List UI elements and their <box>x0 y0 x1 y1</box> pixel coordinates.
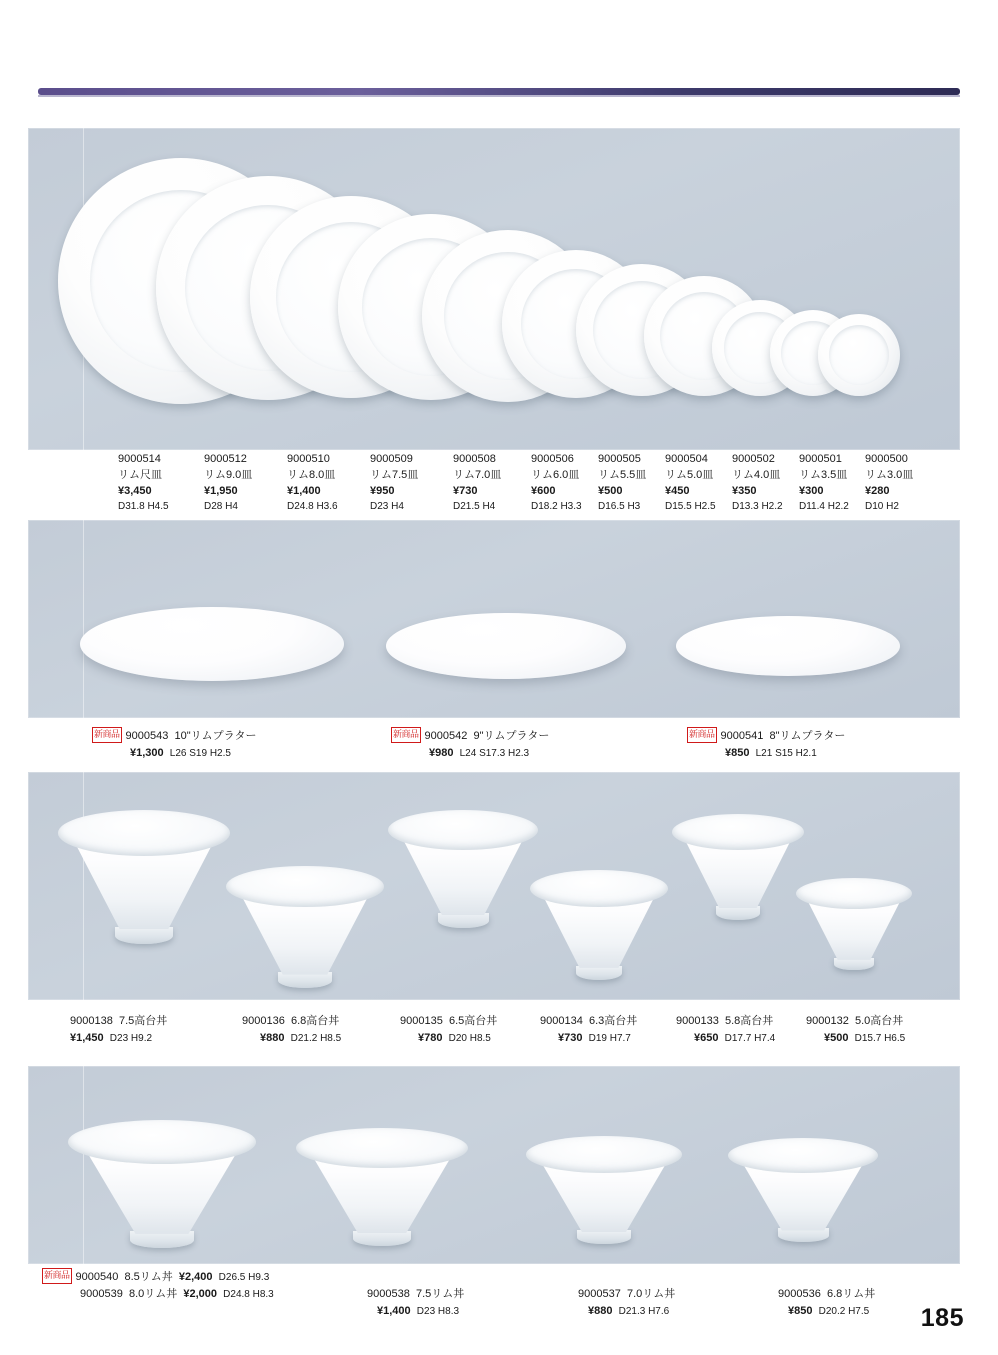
header-rule <box>38 88 960 95</box>
new-badge: 新商品 <box>42 1268 72 1284</box>
product-image-platter-2 <box>386 613 626 679</box>
product-caption: 9000512 リム9.0皿 ¥1,950 D28 H4 <box>204 453 253 512</box>
photo-panel-rim-don <box>28 1066 960 1264</box>
page-number: 185 <box>920 1304 964 1332</box>
product-caption: 9000133 5.8高台丼 ¥650 D17.7 H7.4 <box>676 1015 776 1044</box>
photo-panel-kodai-don <box>28 772 960 1000</box>
product-caption: 新商品 9000543 10"リムプラター ¥1,300 L26 S19 H2.5 <box>94 729 257 759</box>
product-caption: 9000506 リム6.0皿 ¥600 D18.2 H3.3 <box>531 453 582 512</box>
photo-panel-rim-plates <box>28 128 960 450</box>
product-image-bowl-5 <box>672 814 804 920</box>
product-caption: 新商品 9000541 8"リムプラター ¥850 L21 S15 H2.1 <box>689 729 846 759</box>
product-caption: 新商品 9000540 8.5リム丼 ¥2,400 D26.5 H9.3 9000539 8.0リム丼 ¥2,000 D24.8 H8.3 <box>44 1270 274 1301</box>
caption-row-rim-plates <box>0 452 998 514</box>
product-caption: 9000135 6.5高台丼 ¥780 D20 H8.5 <box>400 1015 498 1044</box>
product-caption: 9000514 リム尺皿 ¥3,450 D31.8 H4.5 <box>118 453 169 512</box>
product-image-bowl-4 <box>530 870 668 980</box>
product-caption: 9000500 リム3.0皿 ¥280 D10 H2 <box>865 453 914 512</box>
header-rule-secondary <box>38 95 960 97</box>
product-caption: 9000134 6.3高台丼 ¥730 D19 H7.7 <box>540 1015 638 1044</box>
product-caption: 9000505 リム5.5皿 ¥500 D16.5 H3 <box>598 453 647 512</box>
product-image-bowl-3 <box>388 810 538 928</box>
product-image-platter-1 <box>80 607 344 681</box>
product-caption: 9000132 5.0高台丼 ¥500 D15.7 H6.5 <box>806 1015 906 1044</box>
product-image-rimbowl-4 <box>728 1138 878 1242</box>
product-caption: 9000536 6.8リム丼 ¥850 D20.2 H7.5 <box>778 1288 876 1318</box>
product-caption: 9000501 リム3.5皿 ¥300 D11.4 H2.2 <box>799 453 849 512</box>
product-caption: 9000510 リム8.0皿 ¥1,400 D24.8 H3.6 <box>287 453 338 512</box>
product-image-bowl-2 <box>226 866 384 988</box>
product-caption: 9000508 リム7.0皿 ¥730 D21.5 H4 <box>453 453 502 512</box>
product-caption: 新商品 9000542 9"リムプラター ¥980 L24 S17.3 H2.3 <box>393 729 550 759</box>
product-image-plate-11 <box>818 314 900 396</box>
product-caption: 9000136 6.8高台丼 ¥880 D21.2 H8.5 <box>242 1015 342 1044</box>
product-image-rimbowl-3 <box>526 1136 682 1244</box>
product-caption: 9000138 7.5高台丼 ¥1,450 D23 H9.2 <box>70 1015 168 1044</box>
product-image-bowl-6 <box>796 878 912 970</box>
product-image-rimbowl-2 <box>296 1128 468 1246</box>
product-caption: 9000504 リム5.0皿 ¥450 D15.5 H2.5 <box>665 453 716 512</box>
product-image-bowl-1 <box>58 810 230 944</box>
product-caption: 9000509 リム7.5皿 ¥950 D23 H4 <box>370 453 419 512</box>
panel-divider <box>83 520 84 718</box>
product-caption: 9000502 リム4.0皿 ¥350 D13.3 H2.2 <box>732 453 783 512</box>
product-caption: 9000538 7.5リム丼 ¥1,400 D23 H8.3 <box>367 1288 465 1318</box>
photo-panel-rim-platters <box>28 520 960 718</box>
product-caption: 9000537 7.0リム丼 ¥880 D21.3 H7.6 <box>578 1288 676 1318</box>
new-badge: 新商品 <box>92 727 122 743</box>
new-badge: 新商品 <box>391 727 421 743</box>
product-image-rimbowl-1 <box>68 1120 256 1248</box>
new-badge: 新商品 <box>687 727 717 743</box>
product-image-platter-3 <box>676 616 900 676</box>
